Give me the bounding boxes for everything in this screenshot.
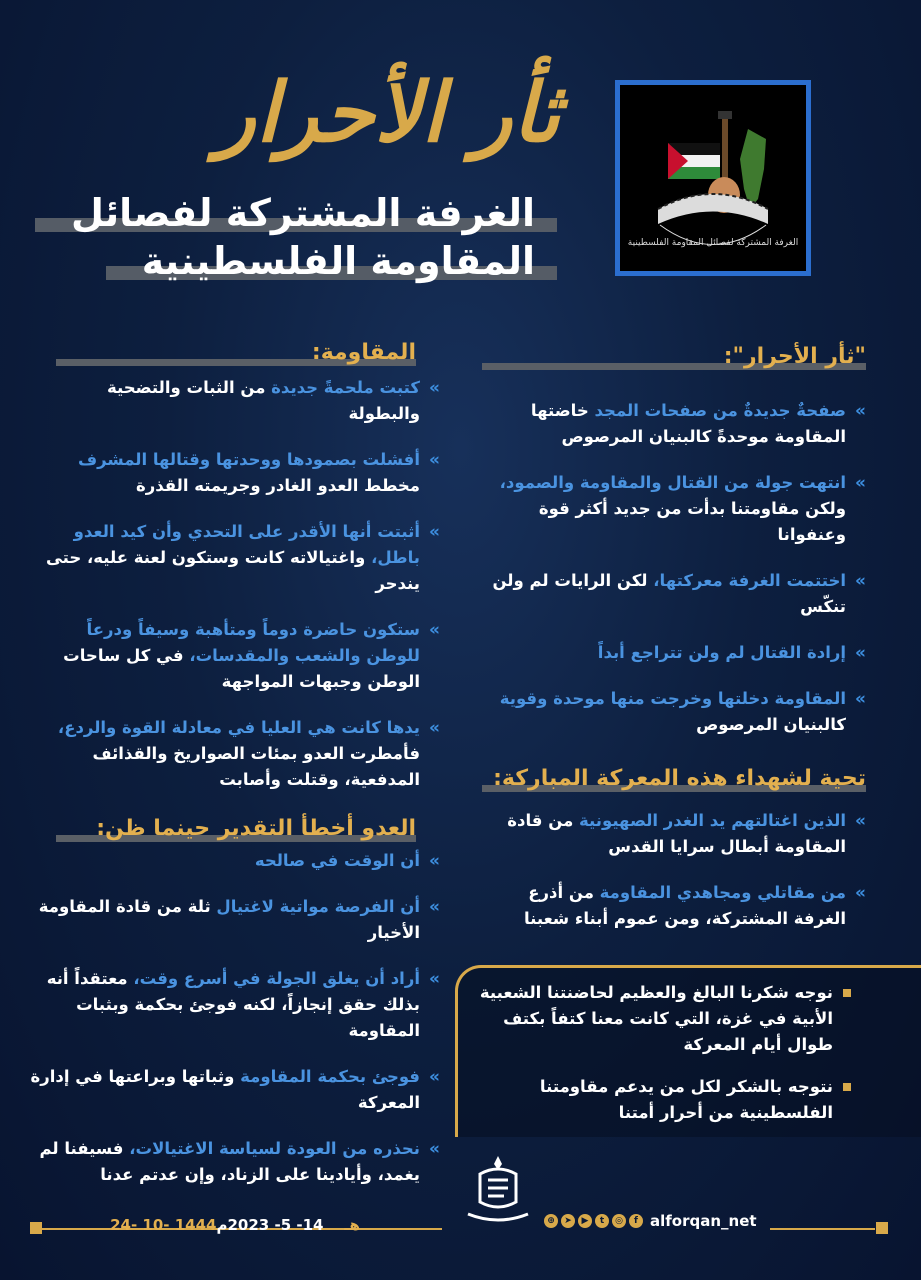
enemy-misjudged-item [30, 1136, 440, 1188]
thanks-list [471, 980, 851, 1142]
thanks-text: نوجه شكرنا البالغ والعظيم لحاضنتنا الشعبية الأبية في غزة، التي كانت معنا كتفاً بكتف طوال أيام المعركة [479, 983, 833, 1054]
enemy-misjudged-highlight: أن الوقت في صالحه [254, 851, 420, 870]
resistance-highlight: أفشلت بصمودها ووحدتها وقتالها المشرف [77, 450, 420, 469]
resistance-text: مخطط العدو الغادر وجريمته القذرة [135, 476, 420, 495]
enemy-misjudged-text: فسيفنا لم يغمد، وأيادينا على الزناد، وإن عدتم عدنا [39, 1139, 420, 1184]
square-bullet-icon [843, 1083, 851, 1091]
thar-alahrar-text: كالبنيان المرصوص [696, 715, 846, 734]
resistance-item [30, 375, 440, 427]
thar-alahrar-item [478, 568, 866, 620]
square-bullet-icon [843, 989, 851, 997]
twitter-icon[interactable]: t [595, 1214, 609, 1228]
date-gregorian: 14- 5- 2023م [216, 1216, 324, 1234]
list-martyrs [478, 808, 866, 952]
resistance-item [30, 617, 440, 695]
heading-thar-alahrar: "ثأر الأحرار": [482, 342, 866, 372]
martyrs-item [478, 808, 866, 860]
resistance-text: من الثبات والتضحية والبطولة [107, 378, 420, 423]
bullet-icon: » [855, 811, 866, 831]
martyrs-highlight: الذين اغتالتهم يد الغدر الصهيونية [579, 811, 846, 830]
martyrs-text: من قادة المقاومة أبطال سرايا القدس [507, 811, 846, 856]
facebook-icon[interactable]: f [629, 1214, 643, 1228]
resistance-item [30, 519, 440, 597]
bullet-icon: » [855, 473, 866, 493]
thar-alahrar-highlight: إرادة القتال لم ولن تتراجع أبداً [597, 643, 846, 662]
bullet-icon: » [429, 897, 440, 917]
enemy-misjudged-text: ثلة من قادة المقاومة الأخيار [38, 897, 420, 942]
thar-alahrar-item [478, 398, 866, 450]
subtitle-line-1 [65, 190, 541, 236]
thanks-box [455, 965, 921, 1137]
resistance-item [30, 715, 440, 793]
enemy-misjudged-highlight: أن الفرصة مواتية لاغتيال [216, 897, 420, 916]
resistance-highlight: ستكون حاضرة دوماً ومتأهبة وسيفاً ودرعاً للوطن والشعب والمقدسات، [86, 620, 420, 665]
bullet-icon: » [429, 620, 440, 640]
thar-alahrar-text: خاضتها المقاومة موحدةً كالبنيان المرصوص [530, 401, 846, 446]
martyrs-text: من أذرع الغرفة المشتركة، ومن عموم أبناء شعبنا [523, 883, 846, 928]
bullet-icon: » [429, 378, 440, 398]
resistance-text: فأمطرت العدو بمئات الصواريخ والقذائف المدفعية، وقتلت وأصابت [92, 744, 420, 789]
resistance-text: في كل ساحات الوطن وجبهات المواجهة [63, 646, 420, 691]
enemy-misjudged-text: وثباتها وبراعتها في إدارة المعركة [30, 1067, 420, 1112]
web-icon[interactable]: ⊕ [544, 1214, 558, 1228]
list-enemy-misjudged [30, 848, 440, 1208]
instagram-icon[interactable]: ◎ [612, 1214, 626, 1228]
heading-martyrs: تحية لشهداء هذه المعركة المباركة: [482, 764, 866, 794]
bullet-icon: » [429, 450, 440, 470]
social-icons [544, 1214, 643, 1228]
bullet-icon: » [855, 689, 866, 709]
subtitle-line-2 [136, 238, 541, 284]
bullet-icon: » [429, 718, 440, 738]
resistance-highlight: كتبت ملحمةً جديدة [271, 378, 420, 397]
site-handle[interactable]: alforqan_net [650, 1212, 757, 1230]
bullet-icon: » [855, 643, 866, 663]
joint-room-logo [615, 80, 811, 276]
thar-alahrar-highlight: المقاومة دخلتها وخرجت منها موحدة وقوية [499, 689, 846, 708]
resistance-item [30, 447, 440, 499]
enemy-misjudged-item [30, 848, 440, 874]
footer-line-right [770, 1228, 875, 1230]
subtitle-text-2: المقاومة الفلسطينية [141, 239, 535, 283]
footer-square-right [876, 1222, 888, 1234]
thanks-text: نتوجه بالشكر لكل من يدعم مقاومتنا الفلسطينية من أحرار أمتنا [539, 1077, 833, 1122]
list-resistance [30, 375, 440, 813]
thanks-item [471, 980, 851, 1058]
thar-alahrar-item [478, 470, 866, 548]
martyrs-item [478, 880, 866, 932]
thar-alahrar-highlight: انتهت جولة من القتال والمقاومة والصمود، [499, 473, 846, 492]
enemy-misjudged-item [30, 894, 440, 946]
brand-title: ثأر الأحرار [216, 65, 560, 161]
bullet-icon: » [429, 969, 440, 989]
date-hijri: 24- 10- 1444هـ [110, 1216, 360, 1234]
resistance-highlight: يدها كانت هي العليا في معادلة القوة والردع، [57, 718, 420, 737]
emblem-icon [627, 99, 799, 259]
bullet-icon: » [855, 401, 866, 421]
subtitle-text-1: الغرفة المشتركة لفصائل [70, 191, 535, 235]
resistance-text: واغتيالاته كانت وستكون لعنة عليه، حتى يندحر [45, 548, 420, 593]
logo-caption: الغرفة المشتركة لفصائل المقاومة الفلسطينية [627, 238, 799, 248]
heading-resistance: المقاومة: [56, 338, 416, 368]
thar-alahrar-item [478, 640, 866, 666]
thar-alahrar-text: ولكن مقاومتنا بدأت من جديد أكثر قوة وعنفوانا [538, 499, 846, 544]
enemy-misjudged-highlight: فوجئ بحكمة المقاومة [240, 1067, 420, 1086]
telegram-icon[interactable]: ➤ [561, 1214, 575, 1228]
enemy-misjudged-text: معتقداً أنه بذلك حقق إنجازاً، لكنه فوجئ بحكمة وبثبات المقاومة [46, 969, 420, 1040]
bullet-icon: » [429, 522, 440, 542]
martyrs-highlight: من مقاتلي ومجاهدي المقاومة [599, 883, 846, 902]
bullet-icon: » [429, 1139, 440, 1159]
enemy-misjudged-item [30, 966, 440, 1044]
enemy-misjudged-highlight: نحذره من العودة لسياسة الاغتيالات، [129, 1139, 420, 1158]
resistance-highlight: أثبتت أنها الأقدر على التحدي وأن كيد العدو باطل، [73, 522, 420, 567]
bullet-icon: » [429, 851, 440, 871]
thar-alahrar-text: لكن الرايات لم ولن تنكّس [492, 571, 846, 616]
thar-alahrar-highlight: صفحةٌ جديدةٌ من صفحات المجد [594, 401, 846, 420]
bullet-icon: » [855, 571, 866, 591]
enemy-misjudged-item [30, 1064, 440, 1116]
footer-date [30, 1216, 440, 1234]
youtube-icon[interactable]: ▶ [578, 1214, 592, 1228]
heading-enemy-misjudged: العدو أخطأ التقدير حينما ظن: [56, 814, 416, 844]
bullet-icon: » [855, 883, 866, 903]
list-thar-alahrar [478, 398, 866, 758]
thanks-item [471, 1074, 851, 1126]
thar-alahrar-highlight: اختتمت الغرفة معركتها، [653, 571, 846, 590]
alforqan-logo-icon [458, 1150, 538, 1230]
thar-alahrar-item [478, 686, 866, 738]
bullet-icon: » [429, 1067, 440, 1087]
enemy-misjudged-highlight: أراد أن يغلق الجولة في أسرع وقت، [133, 969, 420, 988]
